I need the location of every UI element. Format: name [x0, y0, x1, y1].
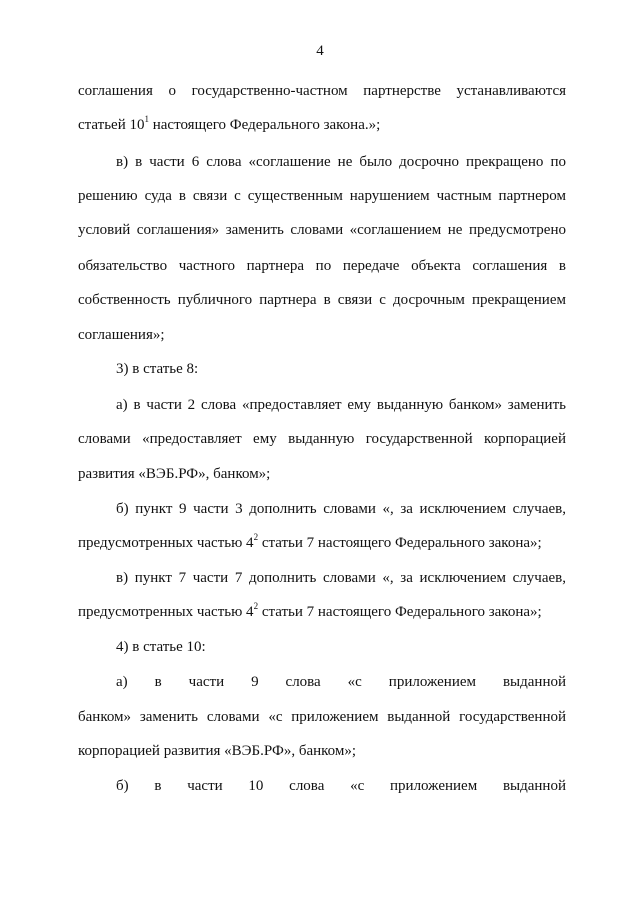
text-line: обязательство частного партнера по передаче объекта соглашения в — [78, 258, 566, 274]
text-fragment: статьей 10 — [78, 117, 145, 133]
text-fragment: статьи 7 настоящего Федерального закона»; — [258, 535, 542, 551]
text-line: а) в части 2 слова «предоставляет ему выданную банком» заменить — [116, 397, 566, 413]
superscript: 1 — [144, 114, 149, 124]
text-line: собственность публичного партнера в связи с досрочным прекращением — [78, 292, 566, 308]
superscript: 2 — [253, 601, 259, 611]
text-fragment: статьи 7 настоящего Федерального закона»; — [258, 604, 542, 620]
text-line: соглашения»; — [78, 327, 165, 343]
superscript: 2 — [253, 532, 259, 542]
text-line: условий соглашения» заменить словами «соглашением не предусмотрено — [78, 222, 566, 238]
text-line — [78, 533, 566, 553]
text-line: решению суда в связи с существенным нарушением частным партнером — [78, 188, 566, 204]
text-line: 4) в статье 10: — [116, 639, 206, 655]
text-line: б) в части 10 слова «с приложением выданной — [116, 778, 566, 794]
text-line: банком» заменить словами «с приложением выданной государственной — [78, 709, 566, 725]
text-fragment: настоящего Федерального закона.»; — [149, 117, 381, 133]
text-line: а) в части 9 слова «с приложением выданной — [116, 674, 566, 690]
text-line: развития «ВЭБ.РФ», банком»; — [78, 466, 271, 482]
text-line: в) пункт 7 части 7 дополнить словами «, за исключением случаев, — [116, 570, 566, 586]
text-line: соглашения о государственно-частном партнерстве устанавливаются — [78, 83, 566, 99]
text-line: б) пункт 9 части 3 дополнить словами «, за исключением случаев, — [116, 501, 566, 517]
text-line: 3) в статье 8: — [116, 361, 199, 377]
text-line: корпорацией развития «ВЭБ.РФ», банком»; — [78, 743, 357, 759]
text-line: в) в части 6 слова «соглашение не было досрочно прекращено по — [116, 154, 566, 170]
text-line: словами «предоставляет ему выданную государственной корпорацией — [78, 431, 566, 447]
page-number: 4 — [316, 43, 324, 59]
text-line — [78, 602, 566, 622]
text-fragment: предусмотренных частью 4 — [78, 604, 254, 620]
text-fragment: предусмотренных частью 4 — [78, 535, 254, 551]
text-line — [78, 115, 566, 135]
